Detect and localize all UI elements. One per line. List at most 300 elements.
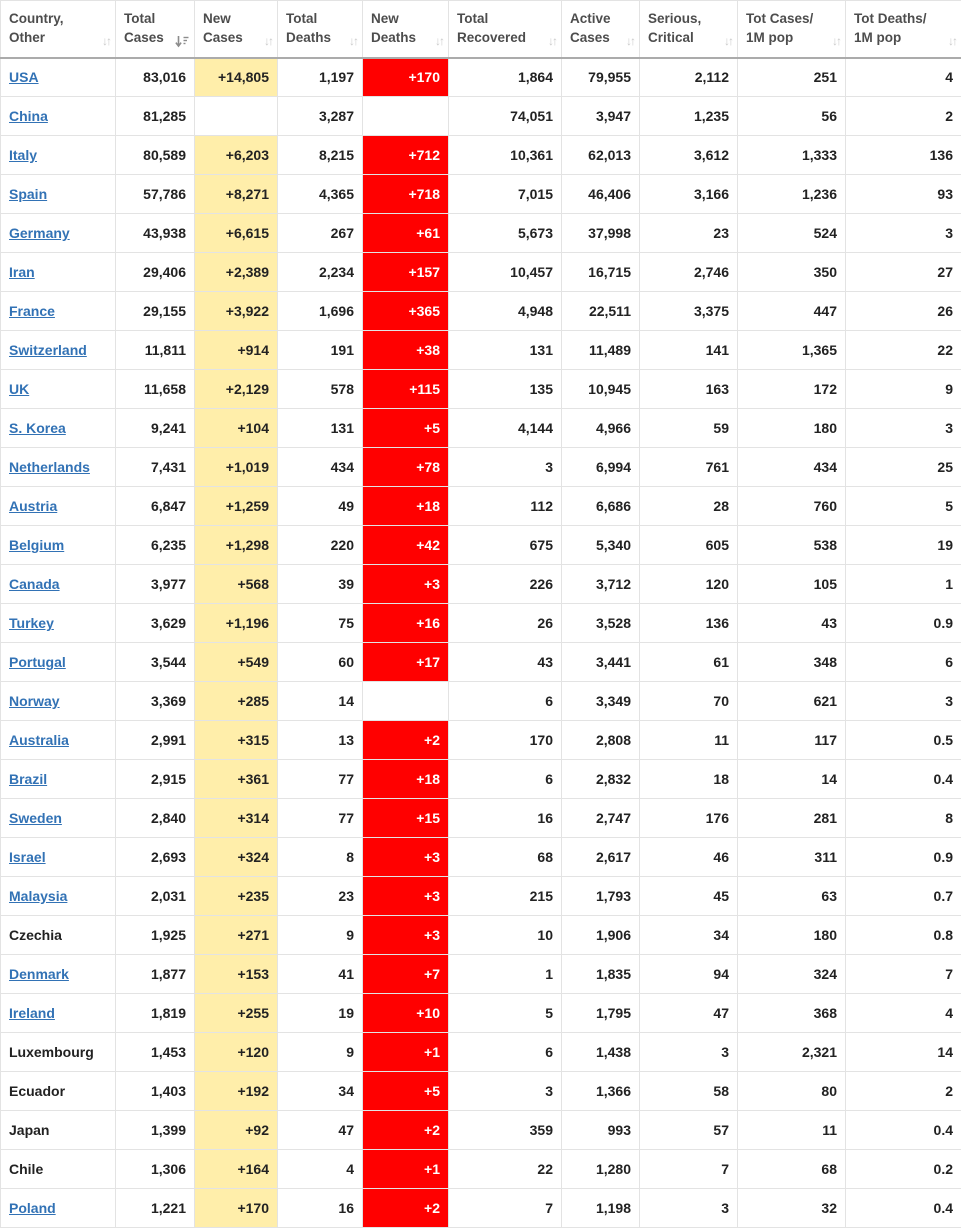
country-cell (1, 526, 116, 565)
deaths-per-1m-cell: 0.4 (846, 1111, 961, 1150)
new-cases-cell: +314 (195, 799, 278, 838)
country-link[interactable]: Turkey (9, 615, 54, 631)
total-deaths-cell: 16 (278, 1189, 363, 1228)
deaths-per-1m-cell: 0.5 (846, 721, 961, 760)
total-recovered-cell: 6 (449, 760, 562, 799)
table-row (1, 1111, 961, 1150)
table-header (1, 1, 961, 58)
deaths-per-1m-cell: 0.9 (846, 604, 961, 643)
table-row (1, 331, 961, 370)
country-link[interactable]: S. Korea (9, 420, 66, 436)
cases-per-1m-cell: 32 (738, 1189, 846, 1228)
country-link[interactable]: Canada (9, 576, 60, 592)
total-cases-cell: 3,977 (116, 565, 195, 604)
country-label: Chile (9, 1161, 44, 1177)
country-link[interactable]: Malaysia (9, 888, 68, 904)
table-row (1, 409, 961, 448)
column-header-label: New (371, 11, 399, 26)
new-cases-cell: +1,259 (195, 487, 278, 526)
country-link[interactable]: Sweden (9, 810, 62, 826)
country-cell (1, 838, 116, 877)
country-link[interactable]: Italy (9, 147, 38, 163)
active-cases-cell: 993 (562, 1111, 640, 1150)
country-link[interactable]: China (9, 108, 48, 124)
new-cases-cell: +6,203 (195, 136, 278, 175)
country-cell (1, 1033, 116, 1072)
serious-critical-cell: 94 (640, 955, 738, 994)
total-cases-cell: 1,221 (116, 1189, 195, 1228)
table-row (1, 175, 961, 214)
country-label: Ecuador (9, 1083, 66, 1099)
country-cell (1, 682, 116, 721)
country-link[interactable]: Iran (9, 264, 35, 280)
new-cases-cell: +6,615 (195, 214, 278, 253)
new-cases-cell: +255 (195, 994, 278, 1033)
serious-critical-cell: 45 (640, 877, 738, 916)
country-cell (1, 1072, 116, 1111)
column-header-country[interactable] (1, 1, 116, 58)
deaths-per-1m-cell: 2 (846, 1072, 961, 1111)
total-cases-cell: 2,915 (116, 760, 195, 799)
country-cell (1, 1150, 116, 1189)
deaths-per-1m-cell: 7 (846, 955, 961, 994)
country-cell (1, 721, 116, 760)
new-cases-cell: +8,271 (195, 175, 278, 214)
total-cases-cell: 11,811 (116, 331, 195, 370)
deaths-per-1m-cell: 0.8 (846, 916, 961, 955)
total-deaths-cell: 41 (278, 955, 363, 994)
column-header-label: Deaths (371, 30, 417, 45)
new-deaths-cell: +3 (363, 565, 449, 604)
active-cases-cell: 4,966 (562, 409, 640, 448)
deaths-per-1m-cell: 93 (846, 175, 961, 214)
total-cases-cell: 2,991 (116, 721, 195, 760)
total-cases-cell: 9,241 (116, 409, 195, 448)
cases-per-1m-cell: 117 (738, 721, 846, 760)
new-deaths-cell: +42 (363, 526, 449, 565)
total-recovered-cell: 74,051 (449, 97, 562, 136)
new-deaths-cell: +61 (363, 214, 449, 253)
new-deaths-cell: +78 (363, 448, 449, 487)
active-cases-cell: 46,406 (562, 175, 640, 214)
serious-critical-cell: 61 (640, 643, 738, 682)
country-link[interactable]: Switzerland (9, 342, 87, 358)
table-row (1, 799, 961, 838)
serious-critical-cell: 34 (640, 916, 738, 955)
new-deaths-cell: +718 (363, 175, 449, 214)
new-cases-cell: +235 (195, 877, 278, 916)
total-cases-cell: 3,369 (116, 682, 195, 721)
table-row (1, 1150, 961, 1189)
table-row (1, 955, 961, 994)
cases-per-1m-cell: 63 (738, 877, 846, 916)
deaths-per-1m-cell: 3 (846, 409, 961, 448)
table-row (1, 526, 961, 565)
active-cases-cell: 3,947 (562, 97, 640, 136)
active-cases-cell: 16,715 (562, 253, 640, 292)
new-deaths-cell: +115 (363, 370, 449, 409)
cases-per-1m-cell: 324 (738, 955, 846, 994)
deaths-per-1m-cell: 0.9 (846, 838, 961, 877)
total-recovered-cell: 10 (449, 916, 562, 955)
total-recovered-cell: 4,948 (449, 292, 562, 331)
total-cases-cell: 81,285 (116, 97, 195, 136)
deaths-per-1m-cell: 0.2 (846, 1150, 961, 1189)
active-cases-cell: 22,511 (562, 292, 640, 331)
new-cases-cell: +164 (195, 1150, 278, 1189)
active-cases-cell: 1,793 (562, 877, 640, 916)
country-cell (1, 136, 116, 175)
column-header-label: Recovered (457, 30, 527, 45)
total-cases-cell: 1,306 (116, 1150, 195, 1189)
serious-critical-cell: 3,612 (640, 136, 738, 175)
total-cases-cell: 43,938 (116, 214, 195, 253)
column-header-total-recovered[interactable] (449, 1, 562, 58)
new-deaths-cell: +38 (363, 331, 449, 370)
column-header-label: Cases (124, 30, 164, 45)
new-deaths-cell (363, 682, 449, 721)
active-cases-cell: 5,340 (562, 526, 640, 565)
column-header-new-deaths[interactable] (363, 1, 449, 58)
total-deaths-cell: 2,234 (278, 253, 363, 292)
total-cases-cell: 1,453 (116, 1033, 195, 1072)
new-deaths-cell (363, 97, 449, 136)
total-cases-cell: 57,786 (116, 175, 195, 214)
column-header-label: Other (9, 30, 46, 45)
cases-per-1m-cell: 524 (738, 214, 846, 253)
total-recovered-cell: 16 (449, 799, 562, 838)
country-cell (1, 448, 116, 487)
column-header-deaths-per-1m[interactable] (846, 1, 961, 58)
new-deaths-cell: +712 (363, 136, 449, 175)
new-deaths-cell: +3 (363, 877, 449, 916)
serious-critical-cell: 1,235 (640, 97, 738, 136)
total-deaths-cell: 4,365 (278, 175, 363, 214)
cases-per-1m-cell: 56 (738, 97, 846, 136)
serious-critical-cell: 176 (640, 799, 738, 838)
total-deaths-cell: 191 (278, 331, 363, 370)
new-cases-cell: +271 (195, 916, 278, 955)
serious-critical-cell: 761 (640, 448, 738, 487)
total-recovered-cell: 10,361 (449, 136, 562, 175)
table-row (1, 1072, 961, 1111)
sort-toggle-icon: ↓↑ (435, 33, 443, 48)
serious-critical-cell: 46 (640, 838, 738, 877)
serious-critical-cell: 2,112 (640, 58, 738, 97)
total-recovered-cell: 3 (449, 448, 562, 487)
deaths-per-1m-cell: 8 (846, 799, 961, 838)
cases-per-1m-cell: 172 (738, 370, 846, 409)
total-deaths-cell: 77 (278, 760, 363, 799)
total-deaths-cell: 13 (278, 721, 363, 760)
table-row (1, 604, 961, 643)
country-link[interactable]: Portugal (9, 654, 66, 670)
active-cases-cell: 2,832 (562, 760, 640, 799)
country-link[interactable]: Ireland (9, 1005, 55, 1021)
column-header-label: Critical (648, 30, 694, 45)
active-cases-cell: 1,280 (562, 1150, 640, 1189)
serious-critical-cell: 7 (640, 1150, 738, 1189)
total-recovered-cell: 135 (449, 370, 562, 409)
total-deaths-cell: 434 (278, 448, 363, 487)
active-cases-cell: 79,955 (562, 58, 640, 97)
new-deaths-cell: +365 (363, 292, 449, 331)
total-recovered-cell: 6 (449, 1033, 562, 1072)
table-row (1, 565, 961, 604)
total-recovered-cell: 5,673 (449, 214, 562, 253)
total-deaths-cell: 8,215 (278, 136, 363, 175)
total-recovered-cell: 359 (449, 1111, 562, 1150)
country-link[interactable]: Denmark (9, 966, 69, 982)
total-cases-cell: 3,629 (116, 604, 195, 643)
column-header-total-deaths[interactable] (278, 1, 363, 58)
country-cell (1, 370, 116, 409)
deaths-per-1m-cell: 3 (846, 214, 961, 253)
new-deaths-cell: +170 (363, 58, 449, 97)
new-cases-cell: +914 (195, 331, 278, 370)
country-link[interactable]: USA (9, 69, 39, 86)
deaths-per-1m-cell: 3 (846, 682, 961, 721)
active-cases-cell: 62,013 (562, 136, 640, 175)
total-recovered-cell: 131 (449, 331, 562, 370)
serious-critical-cell: 70 (640, 682, 738, 721)
new-deaths-cell: +10 (363, 994, 449, 1033)
country-link[interactable]: Norway (9, 693, 60, 709)
new-deaths-cell: +18 (363, 487, 449, 526)
sort-amount-desc-icon (175, 35, 189, 48)
total-cases-cell: 1,403 (116, 1072, 195, 1111)
new-deaths-cell: +5 (363, 1072, 449, 1111)
country-link[interactable]: Austria (9, 498, 58, 514)
total-recovered-cell: 170 (449, 721, 562, 760)
total-cases-cell: 2,693 (116, 838, 195, 877)
total-cases-cell: 1,399 (116, 1111, 195, 1150)
total-recovered-cell: 5 (449, 994, 562, 1033)
total-recovered-cell: 675 (449, 526, 562, 565)
total-cases-cell: 29,155 (116, 292, 195, 331)
total-cases-cell: 83,016 (116, 58, 195, 97)
table-row (1, 253, 961, 292)
country-cell (1, 994, 116, 1033)
total-cases-cell: 11,658 (116, 370, 195, 409)
total-deaths-cell: 34 (278, 1072, 363, 1111)
new-cases-cell: +170 (195, 1189, 278, 1228)
total-deaths-cell: 131 (278, 409, 363, 448)
new-cases-cell: +324 (195, 838, 278, 877)
cases-per-1m-cell: 350 (738, 253, 846, 292)
column-header-label: Cases (203, 30, 243, 45)
sort-toggle-icon: ↓↑ (626, 33, 634, 48)
total-cases-cell: 29,406 (116, 253, 195, 292)
total-deaths-cell: 4 (278, 1150, 363, 1189)
column-header-serious-critical[interactable] (640, 1, 738, 58)
deaths-per-1m-cell: 5 (846, 487, 961, 526)
new-cases-cell: +361 (195, 760, 278, 799)
country-link[interactable]: Poland (9, 1200, 56, 1216)
new-deaths-cell: +16 (363, 604, 449, 643)
column-header-label: Country, (9, 11, 64, 26)
new-cases-cell: +285 (195, 682, 278, 721)
table-row (1, 877, 961, 916)
sort-toggle-icon: ↓↑ (724, 33, 732, 48)
total-recovered-cell: 112 (449, 487, 562, 526)
cases-per-1m-cell: 11 (738, 1111, 846, 1150)
total-deaths-cell: 39 (278, 565, 363, 604)
table-row (1, 58, 961, 97)
total-deaths-cell: 267 (278, 214, 363, 253)
deaths-per-1m-cell: 0.4 (846, 1189, 961, 1228)
column-header-new-cases[interactable] (195, 1, 278, 58)
column-header-total-cases[interactable] (116, 1, 195, 58)
sort-toggle-icon: ↓↑ (349, 33, 357, 48)
active-cases-cell: 3,528 (562, 604, 640, 643)
table-row (1, 292, 961, 331)
serious-critical-cell: 2,746 (640, 253, 738, 292)
total-deaths-cell: 47 (278, 1111, 363, 1150)
column-header-active-cases[interactable] (562, 1, 640, 58)
active-cases-cell: 6,686 (562, 487, 640, 526)
country-cell (1, 487, 116, 526)
deaths-per-1m-cell: 4 (846, 58, 961, 97)
column-header-label: Tot Deaths/ (854, 11, 927, 26)
country-cell (1, 916, 116, 955)
table-row (1, 994, 961, 1033)
country-link[interactable]: Israel (9, 849, 46, 865)
active-cases-cell: 3,441 (562, 643, 640, 682)
new-deaths-cell: +2 (363, 1111, 449, 1150)
country-cell (1, 565, 116, 604)
country-cell (1, 877, 116, 916)
total-cases-cell: 3,544 (116, 643, 195, 682)
total-recovered-cell: 43 (449, 643, 562, 682)
total-deaths-cell: 220 (278, 526, 363, 565)
new-cases-cell: +3,922 (195, 292, 278, 331)
new-cases-cell: +1,298 (195, 526, 278, 565)
sort-toggle-icon: ↓↑ (832, 33, 840, 48)
country-cell (1, 760, 116, 799)
cases-per-1m-cell: 180 (738, 409, 846, 448)
country-link[interactable]: Germany (9, 225, 70, 241)
column-header-label: Total (457, 11, 489, 26)
cases-per-1m-cell: 538 (738, 526, 846, 565)
country-link[interactable]: Spain (9, 186, 48, 202)
column-header-label: Total (124, 11, 156, 26)
country-link[interactable]: UK (9, 381, 30, 397)
active-cases-cell: 3,712 (562, 565, 640, 604)
cases-per-1m-cell: 311 (738, 838, 846, 877)
country-cell (1, 214, 116, 253)
sort-toggle-icon: ↓↑ (948, 33, 956, 48)
new-deaths-cell: +2 (363, 721, 449, 760)
cases-per-1m-cell: 251 (738, 58, 846, 97)
total-deaths-cell: 578 (278, 370, 363, 409)
total-deaths-cell: 1,197 (278, 58, 363, 97)
new-deaths-cell: +7 (363, 955, 449, 994)
column-header-label: Serious, (648, 11, 702, 26)
deaths-per-1m-cell: 27 (846, 253, 961, 292)
cases-per-1m-cell: 180 (738, 916, 846, 955)
total-deaths-cell: 75 (278, 604, 363, 643)
active-cases-cell: 1,835 (562, 955, 640, 994)
cases-per-1m-cell: 1,365 (738, 331, 846, 370)
serious-critical-cell: 120 (640, 565, 738, 604)
new-cases-cell: +14,805 (195, 58, 278, 97)
country-label: Czechia (9, 927, 62, 943)
table-row (1, 760, 961, 799)
column-header-label: Total (286, 11, 318, 26)
table-row (1, 487, 961, 526)
total-cases-cell: 2,031 (116, 877, 195, 916)
cases-per-1m-cell: 80 (738, 1072, 846, 1111)
serious-critical-cell: 28 (640, 487, 738, 526)
active-cases-cell: 1,366 (562, 1072, 640, 1111)
serious-critical-cell: 47 (640, 994, 738, 1033)
total-recovered-cell: 1 (449, 955, 562, 994)
new-deaths-cell: +157 (363, 253, 449, 292)
total-deaths-cell: 14 (278, 682, 363, 721)
column-header-label: Deaths (286, 30, 332, 45)
active-cases-cell: 11,489 (562, 331, 640, 370)
country-cell (1, 1189, 116, 1228)
country-link[interactable]: Brazil (9, 771, 48, 787)
cases-per-1m-cell: 14 (738, 760, 846, 799)
table-row (1, 916, 961, 955)
deaths-per-1m-cell: 1 (846, 565, 961, 604)
country-link[interactable]: Netherlands (9, 459, 90, 475)
active-cases-cell: 1,795 (562, 994, 640, 1033)
serious-critical-cell: 163 (640, 370, 738, 409)
active-cases-cell: 2,747 (562, 799, 640, 838)
serious-critical-cell: 58 (640, 1072, 738, 1111)
total-deaths-cell: 60 (278, 643, 363, 682)
column-header-cases-per-1m[interactable] (738, 1, 846, 58)
table-body (1, 58, 961, 1228)
new-cases-cell: +2,389 (195, 253, 278, 292)
active-cases-cell: 10,945 (562, 370, 640, 409)
country-cell (1, 175, 116, 214)
total-cases-cell: 1,819 (116, 994, 195, 1033)
cases-per-1m-cell: 43 (738, 604, 846, 643)
total-deaths-cell: 23 (278, 877, 363, 916)
cases-per-1m-cell: 281 (738, 799, 846, 838)
new-deaths-cell: +2 (363, 1189, 449, 1228)
cases-per-1m-cell: 447 (738, 292, 846, 331)
serious-critical-cell: 3,166 (640, 175, 738, 214)
country-cell (1, 253, 116, 292)
country-cell (1, 1111, 116, 1150)
total-recovered-cell: 1,864 (449, 58, 562, 97)
total-deaths-cell: 8 (278, 838, 363, 877)
cases-per-1m-cell: 68 (738, 1150, 846, 1189)
serious-critical-cell: 3 (640, 1189, 738, 1228)
cases-per-1m-cell: 105 (738, 565, 846, 604)
deaths-per-1m-cell: 9 (846, 370, 961, 409)
new-deaths-cell: +15 (363, 799, 449, 838)
total-recovered-cell: 4,144 (449, 409, 562, 448)
header-row (1, 1, 961, 58)
total-cases-cell: 6,847 (116, 487, 195, 526)
deaths-per-1m-cell: 25 (846, 448, 961, 487)
country-link[interactable]: Australia (9, 732, 69, 748)
table-row (1, 838, 961, 877)
country-link[interactable]: Belgium (9, 537, 65, 553)
table-row (1, 370, 961, 409)
country-link[interactable]: France (9, 303, 55, 319)
serious-critical-cell: 141 (640, 331, 738, 370)
column-header-label: New (203, 11, 231, 26)
deaths-per-1m-cell: 6 (846, 643, 961, 682)
new-cases-cell (195, 97, 278, 136)
